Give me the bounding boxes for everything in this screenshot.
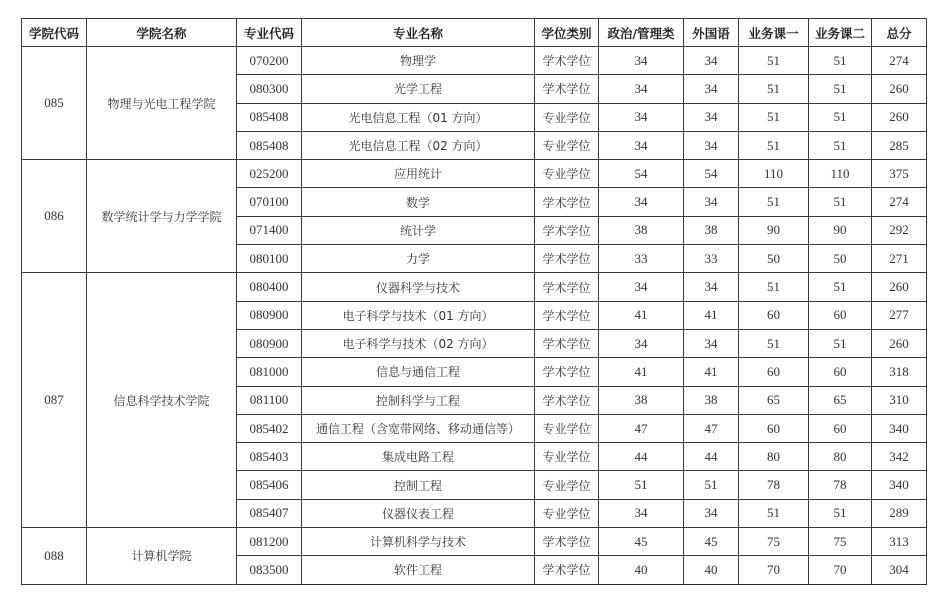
foreign-language-score: 34 <box>684 329 739 357</box>
total-score: 260 <box>872 103 927 131</box>
header-course-one: 业务课一 <box>739 19 809 47</box>
total-score: 285 <box>872 131 927 159</box>
degree-type: 学术学位 <box>535 301 599 329</box>
degree-type: 专业学位 <box>535 414 599 442</box>
major-code: 080300 <box>237 75 302 103</box>
foreign-language-score: 54 <box>684 160 739 188</box>
course-two-score: 51 <box>809 273 872 301</box>
degree-type: 专业学位 <box>535 443 599 471</box>
major-name: 软件工程 <box>302 556 535 584</box>
header-college-name: 学院名称 <box>87 19 237 47</box>
major-code: 085408 <box>237 131 302 159</box>
degree-type: 学术学位 <box>535 47 599 75</box>
course-two-score: 78 <box>809 471 872 499</box>
major-name: 光学工程 <box>302 75 535 103</box>
major-name: 控制科学与工程 <box>302 386 535 414</box>
foreign-language-score: 34 <box>684 273 739 301</box>
politics-score: 47 <box>599 414 684 442</box>
politics-score: 34 <box>599 188 684 216</box>
politics-score: 41 <box>599 358 684 386</box>
major-name: 控制工程 <box>302 471 535 499</box>
degree-type: 学术学位 <box>535 556 599 584</box>
foreign-language-score: 34 <box>684 75 739 103</box>
course-two-score: 75 <box>809 528 872 556</box>
total-score: 304 <box>872 556 927 584</box>
total-score: 260 <box>872 329 927 357</box>
major-name: 应用统计 <box>302 160 535 188</box>
major-code: 085406 <box>237 471 302 499</box>
table-row <box>22 273 927 301</box>
major-name: 物理学 <box>302 47 535 75</box>
major-code: 085402 <box>237 414 302 442</box>
college-code: 086 <box>22 160 87 273</box>
politics-score: 44 <box>599 443 684 471</box>
major-name: 光电信息工程（01 方向） <box>302 103 535 131</box>
degree-type: 学术学位 <box>535 329 599 357</box>
course-two-score: 60 <box>809 301 872 329</box>
foreign-language-score: 41 <box>684 301 739 329</box>
course-two-score: 51 <box>809 47 872 75</box>
degree-type: 学术学位 <box>535 188 599 216</box>
degree-type: 专业学位 <box>535 131 599 159</box>
major-code: 080900 <box>237 329 302 357</box>
politics-score: 51 <box>599 471 684 499</box>
politics-score: 45 <box>599 528 684 556</box>
politics-score: 34 <box>599 103 684 131</box>
major-name: 仪器仪表工程 <box>302 499 535 527</box>
course-one-score: 78 <box>739 471 809 499</box>
foreign-language-score: 51 <box>684 471 739 499</box>
header-major-name: 专业名称 <box>302 19 535 47</box>
course-two-score: 51 <box>809 188 872 216</box>
foreign-language-score: 45 <box>684 528 739 556</box>
course-one-score: 70 <box>739 556 809 584</box>
degree-type: 学术学位 <box>535 216 599 244</box>
politics-score: 34 <box>599 329 684 357</box>
major-name: 仪器科学与技术 <box>302 273 535 301</box>
header-degree-type: 学位类别 <box>535 19 599 47</box>
major-name: 计算机科学与技术 <box>302 528 535 556</box>
politics-score: 34 <box>599 131 684 159</box>
degree-type: 学术学位 <box>535 273 599 301</box>
major-name: 信息与通信工程 <box>302 358 535 386</box>
college-name: 数学统计学与力学学院 <box>87 160 237 273</box>
major-code: 085403 <box>237 443 302 471</box>
politics-score: 38 <box>599 386 684 414</box>
politics-score: 54 <box>599 160 684 188</box>
score-line-table <box>21 18 927 585</box>
course-one-score: 51 <box>739 188 809 216</box>
major-code: 070200 <box>237 47 302 75</box>
major-name: 电子科学与技术（02 方向） <box>302 329 535 357</box>
total-score: 260 <box>872 273 927 301</box>
foreign-language-score: 38 <box>684 386 739 414</box>
major-name: 光电信息工程（02 方向） <box>302 131 535 159</box>
major-code: 081200 <box>237 528 302 556</box>
course-one-score: 51 <box>739 499 809 527</box>
total-score: 274 <box>872 188 927 216</box>
total-score: 310 <box>872 386 927 414</box>
table-body <box>22 47 927 585</box>
course-two-score: 51 <box>809 103 872 131</box>
major-code: 085408 <box>237 103 302 131</box>
course-one-score: 110 <box>739 160 809 188</box>
major-name: 力学 <box>302 245 535 273</box>
course-one-score: 90 <box>739 216 809 244</box>
major-name: 电子科学与技术（01 方向） <box>302 301 535 329</box>
course-one-score: 75 <box>739 528 809 556</box>
header-college-code: 学院代码 <box>22 19 87 47</box>
header-row <box>22 19 927 47</box>
college-name: 信息科学技术学院 <box>87 273 237 528</box>
major-name: 集成电路工程 <box>302 443 535 471</box>
politics-score: 38 <box>599 216 684 244</box>
course-two-score: 90 <box>809 216 872 244</box>
foreign-language-score: 40 <box>684 556 739 584</box>
major-code: 080900 <box>237 301 302 329</box>
course-two-score: 110 <box>809 160 872 188</box>
major-code: 081000 <box>237 358 302 386</box>
course-one-score: 51 <box>739 47 809 75</box>
politics-score: 34 <box>599 273 684 301</box>
total-score: 342 <box>872 443 927 471</box>
major-code: 070100 <box>237 188 302 216</box>
degree-type: 学术学位 <box>535 528 599 556</box>
major-code: 085407 <box>237 499 302 527</box>
total-score: 289 <box>872 499 927 527</box>
total-score: 277 <box>872 301 927 329</box>
total-score: 375 <box>872 160 927 188</box>
foreign-language-score: 34 <box>684 131 739 159</box>
course-two-score: 65 <box>809 386 872 414</box>
foreign-language-score: 33 <box>684 245 739 273</box>
politics-score: 34 <box>599 47 684 75</box>
table-row <box>22 528 927 556</box>
total-score: 313 <box>872 528 927 556</box>
foreign-language-score: 34 <box>684 188 739 216</box>
course-two-score: 50 <box>809 245 872 273</box>
politics-score: 34 <box>599 499 684 527</box>
degree-type: 专业学位 <box>535 499 599 527</box>
foreign-language-score: 38 <box>684 216 739 244</box>
course-one-score: 60 <box>739 358 809 386</box>
course-one-score: 51 <box>739 131 809 159</box>
major-code: 080100 <box>237 245 302 273</box>
total-score: 318 <box>872 358 927 386</box>
header-total: 总分 <box>872 19 927 47</box>
table-row <box>22 160 927 188</box>
course-two-score: 80 <box>809 443 872 471</box>
college-code: 088 <box>22 528 87 585</box>
politics-score: 41 <box>599 301 684 329</box>
course-two-score: 60 <box>809 414 872 442</box>
header-major-code: 专业代码 <box>237 19 302 47</box>
major-code: 083500 <box>237 556 302 584</box>
course-two-score: 60 <box>809 358 872 386</box>
course-two-score: 51 <box>809 499 872 527</box>
college-code: 087 <box>22 273 87 528</box>
degree-type: 专业学位 <box>535 160 599 188</box>
college-code: 085 <box>22 47 87 160</box>
degree-type: 专业学位 <box>535 103 599 131</box>
foreign-language-score: 34 <box>684 499 739 527</box>
politics-score: 33 <box>599 245 684 273</box>
total-score: 340 <box>872 471 927 499</box>
major-code: 071400 <box>237 216 302 244</box>
course-one-score: 51 <box>739 329 809 357</box>
total-score: 274 <box>872 47 927 75</box>
major-code: 025200 <box>237 160 302 188</box>
header-course-two: 业务课二 <box>809 19 872 47</box>
degree-type: 学术学位 <box>535 245 599 273</box>
politics-score: 34 <box>599 75 684 103</box>
total-score: 260 <box>872 75 927 103</box>
course-one-score: 60 <box>739 414 809 442</box>
foreign-language-score: 47 <box>684 414 739 442</box>
course-one-score: 65 <box>739 386 809 414</box>
course-two-score: 51 <box>809 131 872 159</box>
foreign-language-score: 34 <box>684 47 739 75</box>
degree-type: 学术学位 <box>535 75 599 103</box>
header-politics: 政治/管理类 <box>599 19 684 47</box>
course-two-score: 51 <box>809 329 872 357</box>
course-one-score: 60 <box>739 301 809 329</box>
degree-type: 学术学位 <box>535 386 599 414</box>
course-two-score: 51 <box>809 75 872 103</box>
total-score: 271 <box>872 245 927 273</box>
major-name: 数学 <box>302 188 535 216</box>
college-name: 物理与光电工程学院 <box>87 47 237 160</box>
major-code: 080400 <box>237 273 302 301</box>
foreign-language-score: 41 <box>684 358 739 386</box>
course-two-score: 70 <box>809 556 872 584</box>
total-score: 340 <box>872 414 927 442</box>
foreign-language-score: 34 <box>684 103 739 131</box>
total-score: 292 <box>872 216 927 244</box>
politics-score: 40 <box>599 556 684 584</box>
course-one-score: 51 <box>739 75 809 103</box>
degree-type: 专业学位 <box>535 471 599 499</box>
major-name: 统计学 <box>302 216 535 244</box>
foreign-language-score: 44 <box>684 443 739 471</box>
major-code: 081100 <box>237 386 302 414</box>
college-name: 计算机学院 <box>87 528 237 585</box>
header-foreign-language: 外国语 <box>684 19 739 47</box>
table-row <box>22 47 927 75</box>
course-one-score: 51 <box>739 103 809 131</box>
course-one-score: 51 <box>739 273 809 301</box>
degree-type: 学术学位 <box>535 358 599 386</box>
course-one-score: 50 <box>739 245 809 273</box>
course-one-score: 80 <box>739 443 809 471</box>
major-name: 通信工程（含宽带网络、移动通信等） <box>302 414 535 442</box>
